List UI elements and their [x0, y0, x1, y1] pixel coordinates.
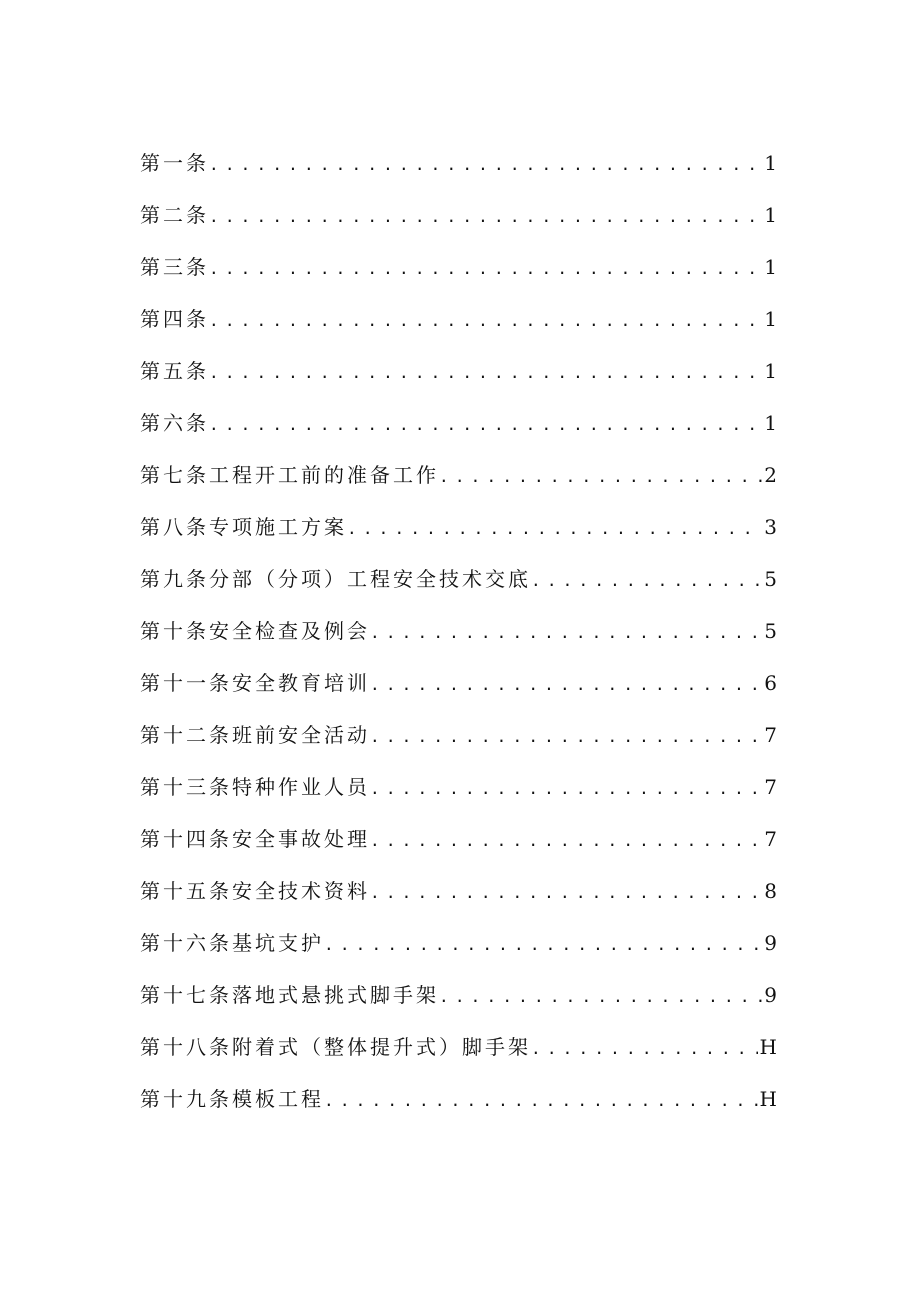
toc-entry[interactable]	[140, 504, 777, 556]
toc-entry-page: 2	[764, 463, 777, 487]
toc-leader-dots	[370, 714, 762, 760]
toc-leader-dots	[347, 506, 762, 552]
toc-entry[interactable]	[140, 764, 777, 816]
toc-entry-page: 7	[764, 723, 777, 747]
toc-entry[interactable]	[140, 608, 777, 660]
toc-entry-page: 1	[764, 359, 777, 383]
toc-entry-title: 第十七条落地式悬挑式脚手架	[140, 983, 439, 1007]
toc-entry-title: 第十五条安全技术资料	[140, 879, 370, 903]
toc-entry-page: 5	[764, 567, 777, 591]
toc-leader-dots	[370, 662, 762, 708]
toc-entry-title: 第十一条安全教育培训	[140, 671, 370, 695]
toc-entry-title: 第八条专项施工方案	[140, 515, 347, 539]
toc-leader-dots	[209, 246, 762, 292]
toc-entry-page: 8	[764, 879, 777, 903]
toc-entry[interactable]	[140, 712, 777, 764]
toc-entry[interactable]	[140, 816, 777, 868]
table-of-contents	[140, 140, 777, 1128]
toc-entry-title: 第三条	[140, 255, 209, 279]
toc-entry-page: H	[759, 1087, 777, 1111]
toc-leader-dots	[531, 558, 762, 604]
toc-entry-page: 7	[764, 827, 777, 851]
toc-leader-dots	[209, 298, 762, 344]
toc-entry-page: 1	[764, 255, 777, 279]
toc-entry-title: 第十二条班前安全活动	[140, 723, 370, 747]
toc-entry[interactable]	[140, 556, 777, 608]
toc-leader-dots	[370, 766, 762, 812]
toc-entry[interactable]	[140, 140, 777, 192]
toc-entry-title: 第十三条特种作业人员	[140, 775, 370, 799]
toc-leader-dots	[209, 350, 762, 396]
toc-entry-page: 6	[764, 671, 777, 695]
toc-leader-dots	[370, 818, 762, 864]
toc-entry-page: 3	[764, 515, 777, 539]
toc-entry-title: 第四条	[140, 307, 209, 331]
toc-entry-title: 第九条分部（分项）工程安全技术交底	[140, 567, 531, 591]
toc-entry-title: 第十九条模板工程	[140, 1087, 324, 1111]
toc-entry-title: 第二条	[140, 203, 209, 227]
toc-entry[interactable]	[140, 1076, 777, 1128]
toc-leader-dots	[209, 402, 762, 448]
toc-entry[interactable]	[140, 348, 777, 400]
toc-leader-dots	[439, 974, 762, 1020]
toc-entry-page: 1	[764, 151, 777, 175]
toc-leader-dots	[370, 870, 762, 916]
toc-entry-title: 第六条	[140, 411, 209, 435]
toc-leader-dots	[370, 610, 762, 656]
toc-entry[interactable]	[140, 452, 777, 504]
toc-entry-title: 第十条安全检查及例会	[140, 619, 370, 643]
toc-entry[interactable]	[140, 868, 777, 920]
toc-entry-page: 1	[764, 203, 777, 227]
toc-leader-dots	[531, 1026, 758, 1072]
toc-entry-title: 第十六条基坑支护	[140, 931, 324, 955]
toc-entry[interactable]	[140, 296, 777, 348]
toc-entry[interactable]	[140, 400, 777, 452]
toc-entry[interactable]	[140, 920, 777, 972]
toc-entry-page: 5	[764, 619, 777, 643]
toc-entry-title: 第七条工程开工前的准备工作	[140, 463, 439, 487]
toc-entry-page: 1	[764, 411, 777, 435]
toc-entry[interactable]	[140, 972, 777, 1024]
toc-entry-title: 第十四条安全事故处理	[140, 827, 370, 851]
toc-entry-page: 7	[764, 775, 777, 799]
toc-entry-page: 9	[764, 931, 777, 955]
toc-entry-title: 第五条	[140, 359, 209, 383]
toc-entry[interactable]	[140, 192, 777, 244]
toc-entry-title: 第十八条附着式（整体提升式）脚手架	[140, 1035, 531, 1059]
toc-leader-dots	[439, 454, 762, 500]
toc-entry-page: 9	[764, 983, 777, 1007]
toc-entry[interactable]	[140, 660, 777, 712]
toc-entry-page: H	[759, 1035, 777, 1059]
toc-entry[interactable]	[140, 244, 777, 296]
toc-entry-page: 1	[764, 307, 777, 331]
toc-entry[interactable]	[140, 1024, 777, 1076]
toc-leader-dots	[209, 194, 762, 240]
toc-leader-dots	[324, 1078, 758, 1124]
toc-leader-dots	[209, 142, 762, 188]
toc-entry-title: 第一条	[140, 151, 209, 175]
toc-leader-dots	[324, 922, 762, 968]
